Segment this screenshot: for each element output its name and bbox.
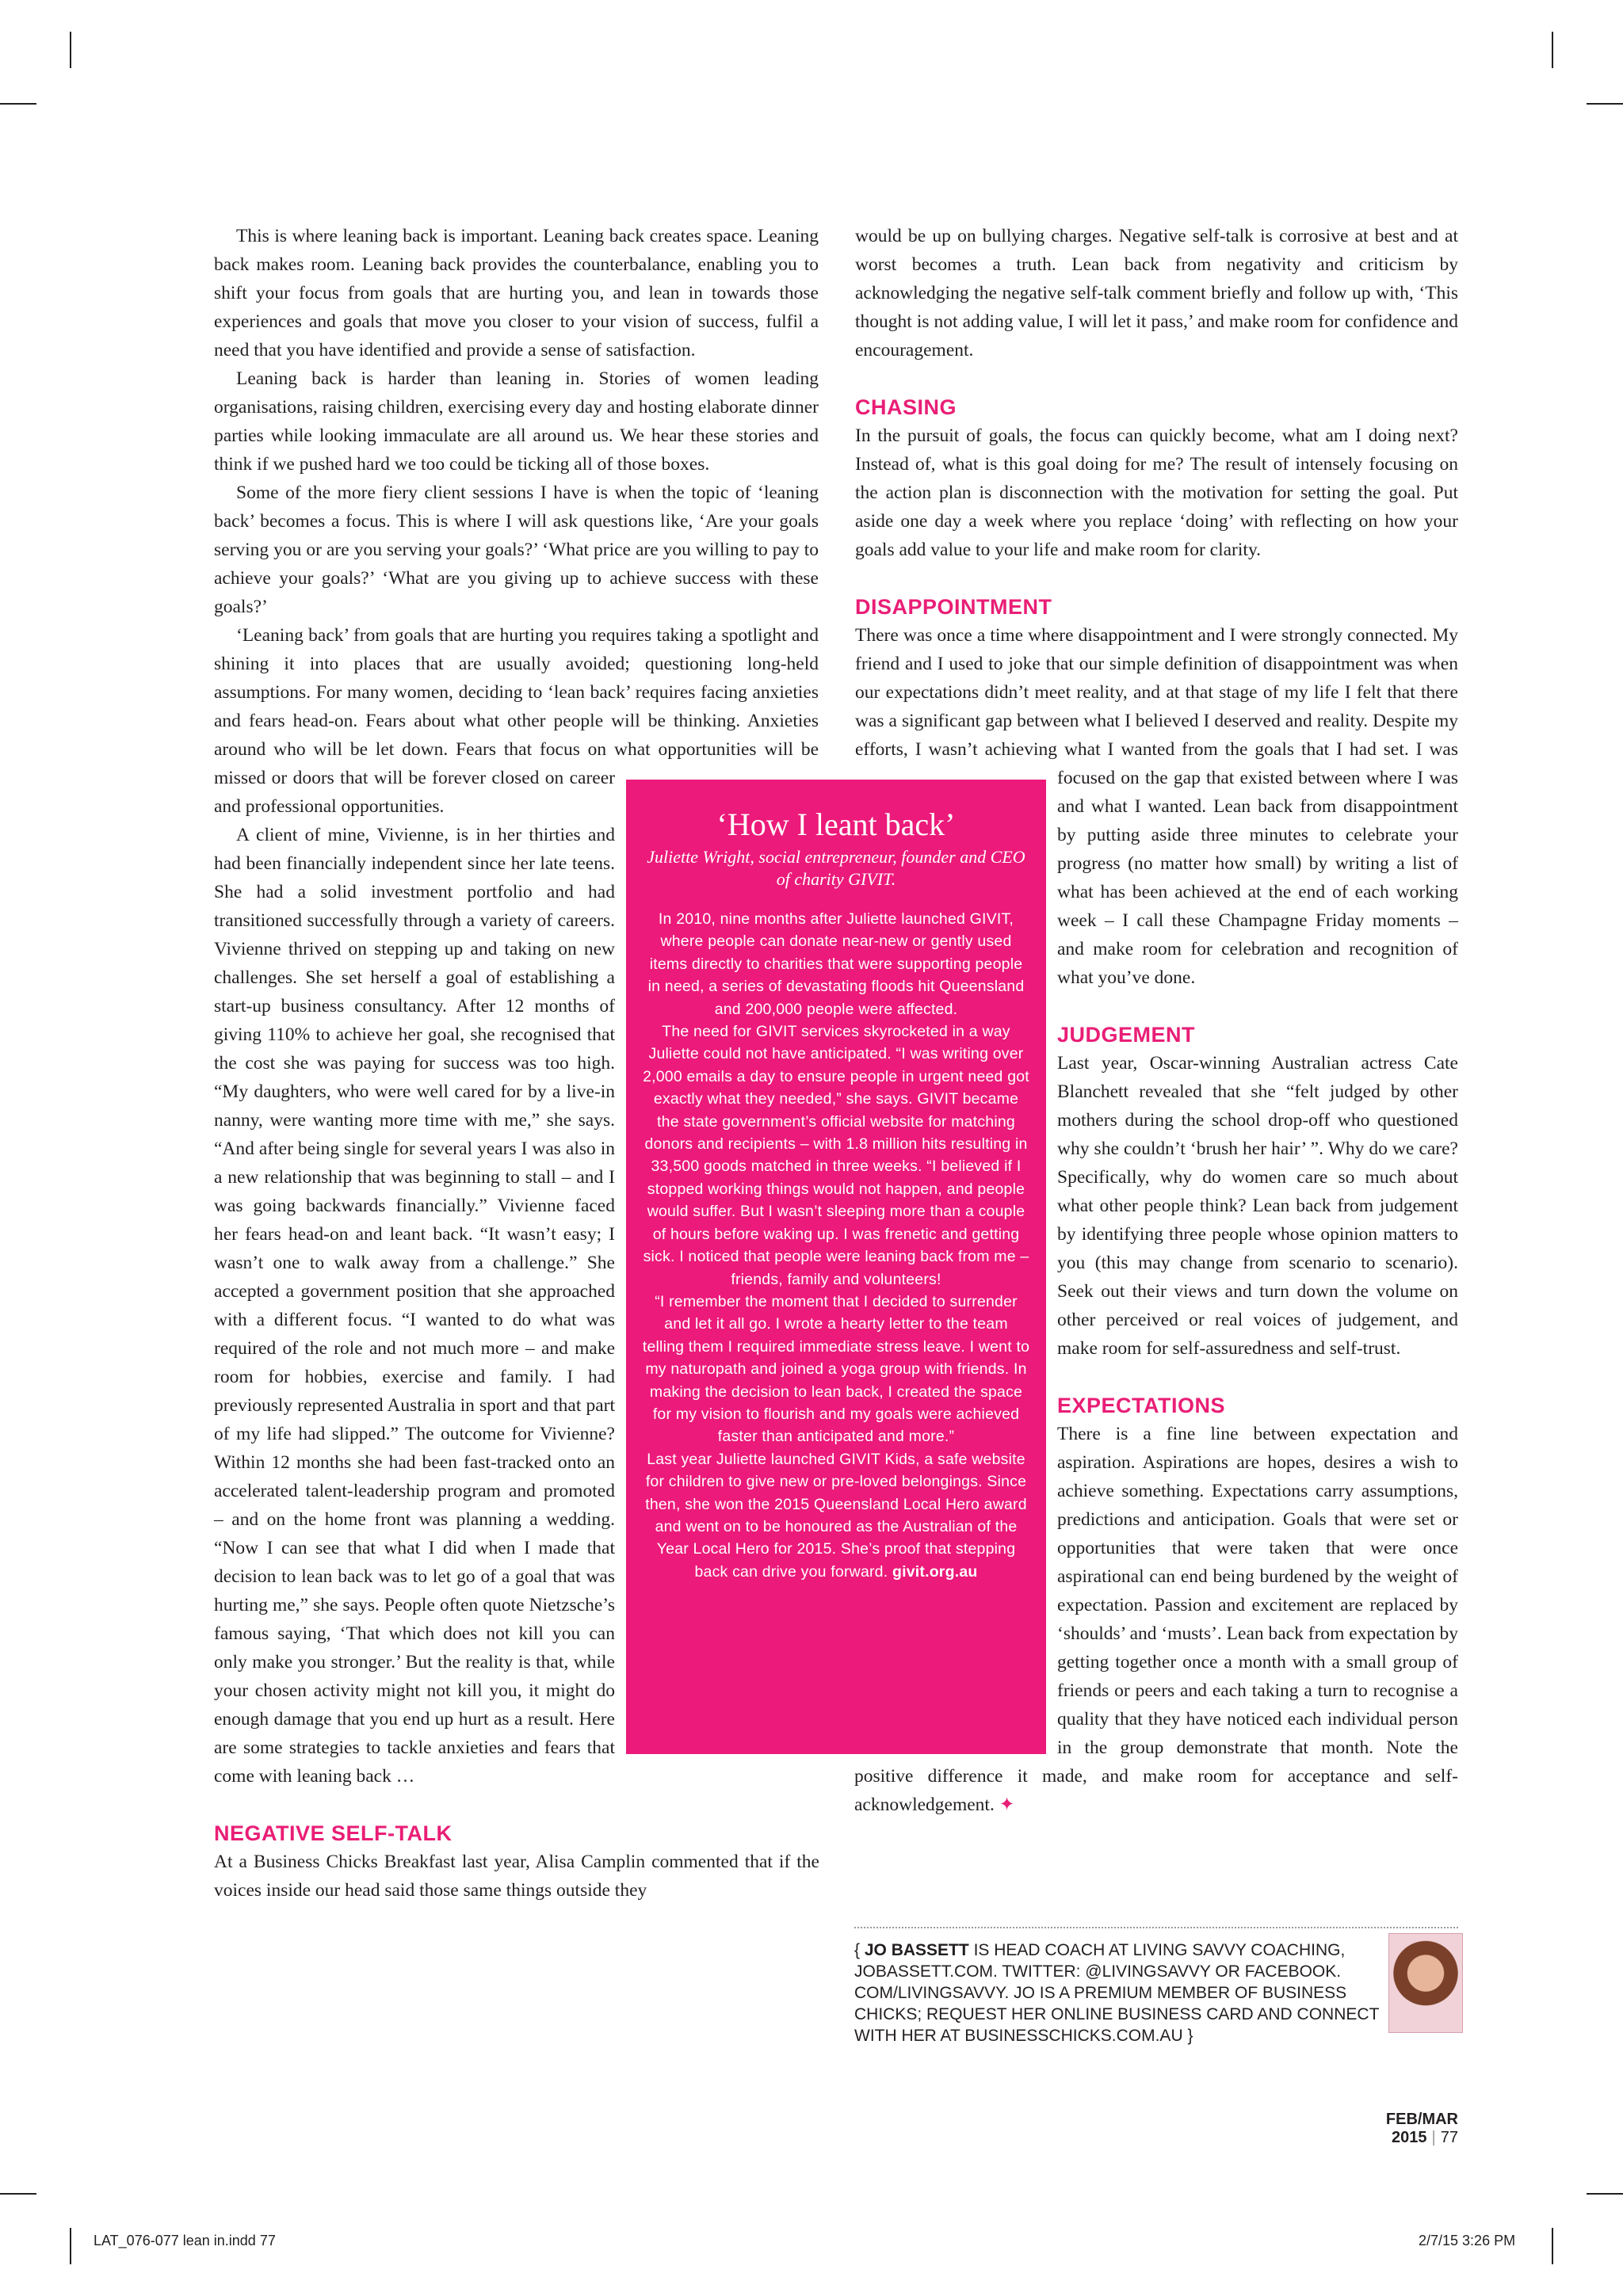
- section-heading-negative-self-talk: NEGATIVE SELF-TALK: [214, 1821, 453, 1845]
- author-photo: [1388, 1933, 1463, 2033]
- slug-filename: LAT_076-077 lean in.indd 77: [94, 2233, 276, 2248]
- article-paragraph: A client of mine, Vivienne, is in her thirties and had been financially independent since her late teens. She had a solid investment portfolio and had transitioned successfully through a variety of careers. Vivienne thrived on stepping up and taking on new challenges. She set herself a goal of establishing a start-up business consultancy. After 12 months of giving 110% to achieve her goal, she recognised that the cost she was paying for success was too high. “My daughters, who were well cared for by a live-in nanny, were wanting more time with me,” she says. “And after being single for several years I was also in a new relationship that was beginning to stall – and I was going backwards financially.” Vivienne faced her fears head-on and leant back. “It wasn’t easy; I wasn’t one to walk away from a challenge.” She accepted a government position that she approached with a different focus. “I wanted to do what was required of the role and not much more – and make room for hobbies, exercise and family. I had previously represented Australia in sport and that part of my life had slipped.” The outcome for Vivienne? Within 12 months she had been fast-tracked onto an accelerated talent-leadership program and promoted – and on the home front was planning a wedding. “Now I can see that what I did when I made that decision to lean back was to let go of a goal that was hurting me,” she says. People often quote Nietzsche’s famous saying, ‘That which does not kill you can only make you stronger.’ But the reality is that, while your chosen activity might not kill you, it might do enough damage that you end up hurt as a result. Here are some strategies to tackle anxieties and fears that come with leaning back …: [214, 825, 615, 1787]
- crop-mark: [1552, 32, 1553, 68]
- sidebar-paragraph: “I remember the moment that I decided to surrender and let it all go. I wrote a hearty letter to the team telling them I required immediate stress leave. I went to my naturopath and joined a yoga group with friends. In making the decision to lean back, I created the space for my vision to flourish and my goals were achieved faster than anticipated and more.”: [642, 1292, 1030, 1446]
- page-number: 77: [1440, 2129, 1458, 2146]
- section-heading-judgement: JUDGEMENT: [1057, 1023, 1196, 1047]
- article-paragraph: would be up on bullying charges. Negative self-talk is corrosive at best and at worst becomes a truth. Lean back from negativity and criticism by acknowledging the negative self-talk comment briefly and follow up with, ‘This thought is not adding value, I will let it pass,’ and make room for confidence and encouragement.: [855, 226, 1458, 360]
- article-paragraph: Some of the more fiery client sessions I have is when the topic of ‘leaning back’ becomes a focus. This is where I will ask questions like, ‘Are your goals serving you or are you serving your goals?’ ‘What price are you willing to pay to achieve your goals?’ ‘What are you giving up to achieve success with these goals?’: [214, 482, 819, 617]
- expectations-text: There is a fine line between expectation and aspiration. Aspirations are hopes, desires a wish to achieve something. Expectations carry assumptions, predictions and anticipation. Goals that were set or opportunities that were taken that were once aspirational can end being burdened by the weight of expectation. Passion and excitement are replaced by ‘shoulds’ and ‘musts’. Lean back from expectation by getting together once a month with a small group of friends or peers and each taking a turn to recognise a quality that they have noticed each individual person in the group demonstrate that month. Note the positive difference it made, and make room for acceptance and self-acknowledgement.: [854, 1424, 1458, 1815]
- crop-mark: [1587, 2193, 1623, 2195]
- section-text-chasing: In the pursuit of goals, the focus can quickly become, what am I doing next? Instead of, what is this goal doing for me? The result of intensely focusing on the action plan is disconnection with the motivation for setting the goal. Put aside one day a week where you replace ‘doing’ with reflecting on how your goals add value to your life and make room for clarity.: [855, 425, 1458, 560]
- folio-separator: |: [1431, 2129, 1436, 2146]
- section-text-negative-self-talk: At a Business Chicks Breakfast last year, Alisa Camplin commented that if the voices inside our head said those same things outside they: [214, 1852, 819, 1901]
- author-name: JO BASSETT: [864, 1941, 969, 1959]
- bio-close-brace: }: [1187, 2027, 1193, 2045]
- sidebar-closing-text: Last year Juliette launched GIVIT Kids, a safe website for children to give new or pre-loved belongings. Since then, she won the 2015 Queensland Local Hero award and went on to be honoured as the Australian of the Year Local Hero for 2015. She’s proof that stepping back can drive you forward.: [645, 1450, 1027, 1581]
- givit-link[interactable]: givit.org.au: [892, 1562, 978, 1581]
- issue-date: FEB/MAR 2015: [1385, 2111, 1458, 2146]
- crop-mark: [70, 32, 71, 68]
- crop-mark: [1587, 103, 1623, 105]
- sidebar-paragraph: The need for GIVIT services skyrocketed in a way Juliette could not have anticipated. “I was writing over 2,000 emails a day to ensure people in urgent need got exactly what they needed,” she says. GIVIT became the state government’s official website for matching donors and recipients – with 1.8 million hits resulting in 33,500 goods matched in three weeks. “I believed if I stopped working things would not happen, and people would suffer. But I wasn’t sleeping more than a couple of hours before waking up. I was frenetic and getting sick. I noticed that people were leaning back from me – friends, family and volunteers!: [643, 1023, 1029, 1288]
- crop-mark: [0, 103, 36, 105]
- sidebar-paragraph: In 2010, nine months after Juliette launched GIVIT, where people can donate near-new or gently used items directly to charities that were supporting people in need, a series of devastating floods hit Queensland and 200,000 people were affected.: [647, 910, 1025, 1018]
- section-heading-chasing: CHASING: [855, 395, 957, 419]
- crop-mark: [1552, 2228, 1553, 2264]
- page-folio: [1331, 2111, 1458, 2147]
- bio-divider: [854, 1927, 1458, 1928]
- section-text-judgement: Last year, Oscar-winning Australian actress Cate Blanchett revealed that she “felt judged by other mothers during the school drop-off who questioned why she couldn’t ‘brush her hair’ ”. Why do we care? Specifically, why do women care so much about what other people think? Lean back from judgement by identifying three people whose opinion matters to you (this may change from scenario to scenario). Seek out their views and turn down the volume on other perceived or real voices of judgement, and make room for self-assuredness and self-trust.: [1057, 1053, 1458, 1359]
- author-bio: [854, 1939, 1393, 2046]
- crop-mark: [0, 2193, 36, 2195]
- section-heading-disappointment: DISAPPOINTMENT: [855, 595, 1052, 619]
- sidebar-title: ‘How I leant back’: [716, 807, 956, 842]
- section-text-disappointment: There was once a time where disappointment and I were strongly connected. My friend and I used to joke that our simple definition of disappointment was when our expectations didn’t meet reality, and at that stage of my life I felt that there was a significant gap between what I believed I deserved and reality. Despite my efforts, I wasn’t achieving what I wanted from the goals that I had set. I was focused on the gap that existed between where I was and what I wanted. Lean back from disappointment by putting aside three minutes to celebrate your progress (no matter how small) by writing a list of what has been achieved at the end of each working week – I call these Champagne Friday moments – and make room for celebration and recognition of what you’ve done.: [855, 625, 1458, 988]
- end-mark-icon: ✦: [999, 1794, 1015, 1815]
- sidebar-paragraph: [642, 1448, 1030, 1583]
- article-paragraph: This is where leaning back is important. Leaning back creates space. Leaning back makes room. Leaning back provides the counterbalance, enabling you to shift your focus from goals that are hurting you, and lean in towards those experiences and goals that move you closer to your vision of success, fulfil a need that you have identified and provide a sense of satisfaction.: [214, 226, 819, 360]
- bio-text: IS HEAD COACH AT LIVING SAVVY COACHING, JOBASSETT.COM. TWITTER: @LIVINGSAVVY OR FACEBOOK. COM/LIVINGSAVVY. JO IS A PREMIUM MEMBER OF BUSINESS CHICKS; REQUEST HER ONLINE BUSINESS CARD AND CONNECT WITH HER AT BUSINESSCHICKS.COM.AU: [854, 1941, 1380, 2045]
- section-heading-expectations: EXPECTATIONS: [1057, 1394, 1226, 1417]
- slug-datetime: 2/7/15 3:26 PM: [1419, 2233, 1516, 2248]
- article-paragraph: ‘Leaning back’ from goals that are hurting you requires taking a spotlight and shining it into places that are usually avoided; questioning long-held assumptions. For many women, deciding to ‘lean back’ requires facing anxieties and fears head-on. Fears about what other people will be thinking. Anxieties around who will be let down. Fears that focus on what opportunities will be missed or doors that will be forever closed on career and professional opportunities.: [214, 625, 819, 817]
- article-paragraph: Leaning back is harder than leaning in. Stories of women leading organisations, raising children, exercising every day and hosting elaborate dinner parties while looking immaculate are all around us. We hear these stories and think if we pushed hard we too could be ticking all of those boxes.: [214, 368, 819, 475]
- crop-mark: [70, 2228, 71, 2264]
- bio-open-brace: {: [854, 1941, 861, 1959]
- sidebar-subtitle: Juliette Wright, social entrepreneur, founder and CEO of charity GIVIT.: [647, 847, 1025, 889]
- sidebar-box: [626, 780, 1046, 1754]
